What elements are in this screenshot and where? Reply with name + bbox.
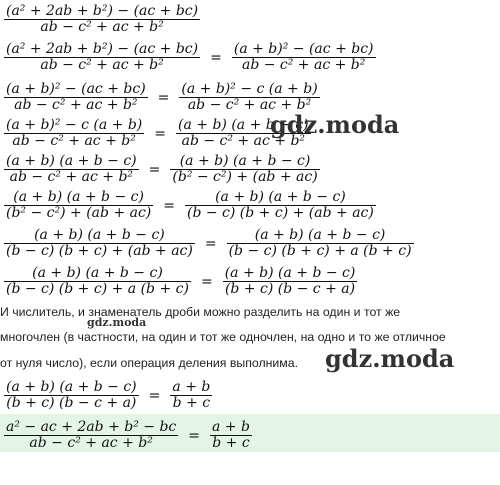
equals-sign: = <box>204 235 217 252</box>
numerator: (a + b)² − c (a + b) <box>181 81 318 97</box>
fraction <box>4 190 153 221</box>
fraction <box>4 118 144 149</box>
numerator: (a² + 2ab + b²) − (ac + bc) <box>6 3 199 19</box>
denominator: (b² − c²) + (ab + ac) <box>172 169 318 185</box>
denominator: ab − c² + ac + b² <box>9 169 134 185</box>
denominator: (b − c) (b + c) + a (b + c) <box>6 281 189 297</box>
fraction <box>4 82 148 113</box>
fraction <box>4 4 200 35</box>
equals-sign: = <box>200 273 213 290</box>
numerator: (a + b)² − (ac + bc) <box>233 41 374 57</box>
equation-line-1 <box>0 0 204 35</box>
equation-line-8 <box>0 262 361 297</box>
fraction <box>4 228 195 259</box>
equation-line-5 <box>0 150 324 185</box>
fraction <box>232 42 376 73</box>
equals-sign: = <box>148 387 161 404</box>
paragraph-line-3: от нуля число), если операция деления выполнима. <box>0 356 298 370</box>
fraction <box>4 266 191 297</box>
equation-line-7 <box>0 224 418 259</box>
denominator: ab − c² + ac + b² <box>40 57 164 73</box>
denominator: ab − c² + ac + b² <box>12 133 136 149</box>
fraction <box>210 420 252 451</box>
fraction <box>4 380 139 411</box>
watermark: gdz.moda <box>325 344 455 373</box>
denominator: (b + c) (b − c + a) <box>224 281 356 297</box>
numerator: (a + b)² − c (a + b) <box>6 117 143 133</box>
final-equation-1 <box>0 376 216 411</box>
paragraph-line-2: многочлен (в частности, на один и тот же одночлен, на одно и то же отличное <box>0 330 446 344</box>
numerator: (a + b) (a + b − c) <box>13 189 144 205</box>
equation-line-4 <box>0 114 315 149</box>
denominator: (b − c) (b + c) + a (b + c) <box>228 243 412 259</box>
denominator: b + c <box>212 435 250 451</box>
numerator: (a + b)² − (ac + bc) <box>6 81 146 97</box>
final-equation-2 <box>0 416 256 451</box>
numerator: (a + b) (a + b − c) <box>32 265 163 281</box>
equals-sign: = <box>210 49 222 66</box>
numerator: (a + b) (a + b − c) <box>215 189 346 205</box>
fraction <box>223 266 358 297</box>
denominator: ab − c² + ac + b² <box>187 97 312 113</box>
numerator: (a + b) (a + b − c) <box>34 227 165 243</box>
equation-line-3 <box>0 78 324 113</box>
denominator: ab − c² + ac + b² <box>241 57 366 73</box>
watermark: gdz.moda <box>87 316 147 329</box>
denominator: (b − c) (b + c) + (ab + ac) <box>187 205 374 221</box>
numerator: (a + b) (a + b − c) <box>224 265 356 281</box>
fraction <box>4 42 200 73</box>
denominator: ab − c² + ac + b² <box>181 133 306 149</box>
fraction <box>170 154 319 185</box>
denominator: (b − c) (b + c) + (ab + ac) <box>6 243 193 259</box>
denominator: ab − c² + ac + b² <box>40 19 164 35</box>
numerator: (a² + 2ab + b²) − (ac + bc) <box>6 41 199 57</box>
fraction <box>227 228 414 259</box>
equals-sign: = <box>148 161 161 178</box>
numerator: a + b <box>172 379 211 395</box>
equation-line-6 <box>0 186 380 221</box>
fraction <box>185 190 376 221</box>
numerator: a² − ac + 2ab + b² − bc <box>6 419 177 435</box>
equals-sign: = <box>163 197 175 214</box>
denominator: ab − c² + ac + b² <box>14 97 138 113</box>
numerator: (a + b) (a + b − c) <box>179 153 311 169</box>
equals-sign: = <box>154 125 166 142</box>
fraction <box>4 420 178 451</box>
paragraph-line-1: И числитель, и знаменатель дроби можно разделить на один и тот же <box>0 305 401 319</box>
equation-line-2 <box>0 38 380 73</box>
numerator: (a + b) (a + b − c) <box>6 153 137 169</box>
numerator: (a + b) (a + b − c) <box>254 227 386 243</box>
watermark: gdz.moda <box>270 110 400 139</box>
denominator: b + c <box>172 395 211 411</box>
numerator: (a + b) (a + b − c) <box>178 117 309 133</box>
fraction <box>4 154 139 185</box>
denominator: (b² − c²) + (ab + ac) <box>6 205 152 221</box>
fraction <box>179 82 319 113</box>
denominator: ab − c² + ac + b² <box>29 435 153 451</box>
fraction <box>170 380 212 411</box>
equals-sign: = <box>188 427 200 444</box>
numerator: a + b <box>212 419 250 435</box>
denominator: (b + c) (b − c + a) <box>6 395 137 411</box>
numerator: (a + b) (a + b − c) <box>6 379 137 395</box>
equals-sign: = <box>157 89 170 106</box>
